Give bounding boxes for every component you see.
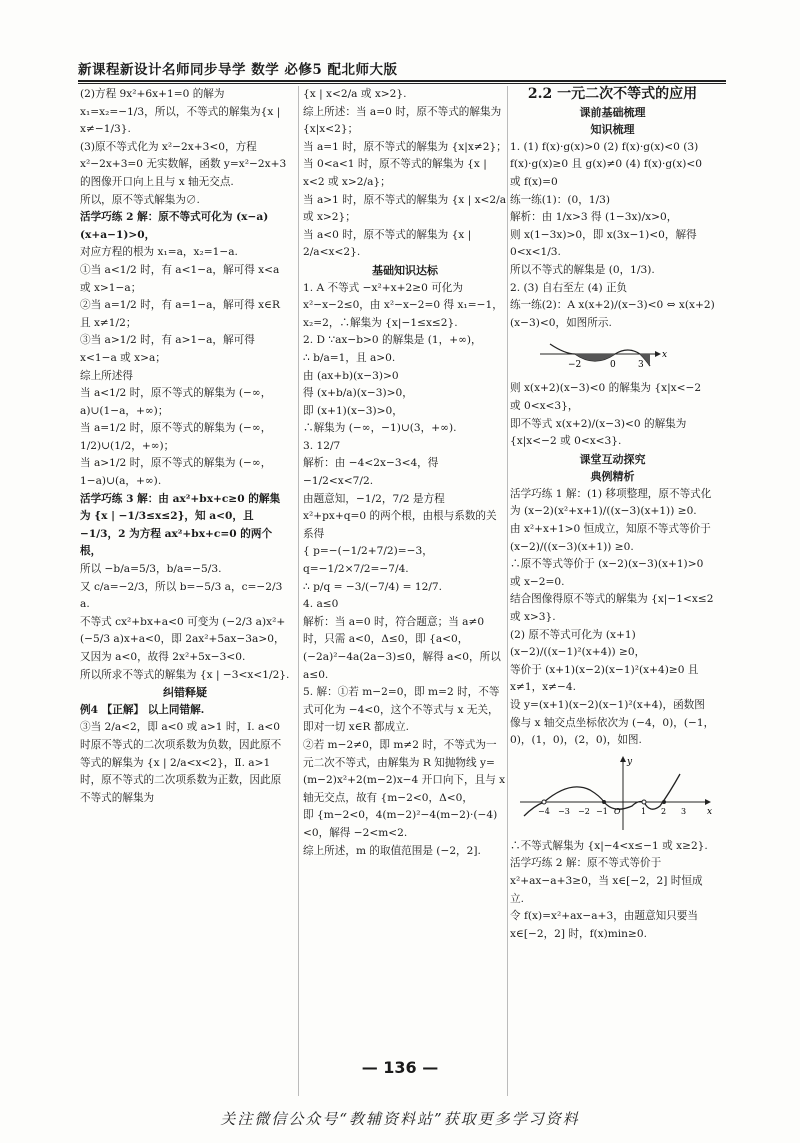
- text-line: 解析：由 1/x>3 得 (1−3x)/x>0，: [510, 211, 678, 224]
- text-line: 解析：由 −4<2x−3<4，得 −1/2<x<7/2.: [303, 457, 439, 488]
- text-line: 等价于 (x+1)(x−2)(x−1)²(x+4)≥0 且 x≠1，x≠−4.: [510, 663, 699, 694]
- section-heading: 典例精析: [590, 470, 635, 484]
- text-line: 综上所述：当 a=0 时，原不等式的解集为 {x|x<2}；: [303, 105, 502, 136]
- text-line: 1. A 不等式 −x²+x+2≥0 可化为 x²−x−2≤0，由 x²−x−2=0 得 x₁=−1，x₂=2，∴解集为 {x|−1≤x≤2}.: [303, 281, 503, 329]
- exercise-heading: 活学巧练 2 解：原不等式可化为 (x−a)(x+a−1)>0，: [80, 211, 269, 241]
- header-rule-thin: [78, 83, 726, 84]
- text-line: 当 a<0 时，原不等式的解集为 {x | 2/a<x<2}.: [303, 228, 472, 259]
- tick-label: 3: [638, 360, 644, 371]
- tick-label: 0: [610, 360, 616, 371]
- text-line: 得 (x+b/a)(x−3)>0，: [303, 387, 413, 400]
- text-line: 4. a≤0: [303, 598, 339, 611]
- text-line: 设 y=(x+1)(x−2)(x−1)²(x+4)，函数图像与 x 轴交点坐标依次为 (−4，0)，(−1，0)，(1，0)，(2，0)，如图.: [510, 699, 715, 747]
- origin-label: O: [614, 806, 621, 816]
- sign-chart-figure: [510, 336, 710, 376]
- text-line: 综上所述得: [80, 369, 133, 382]
- text-line: 又 c/a=−2/3，所以 b=−5/3 a，c=−2/3 a.: [80, 580, 283, 611]
- text-line: 当 a>1/2 时，原不等式的解集为 (−∞，1−a)∪(a，+∞).: [80, 457, 272, 488]
- section-heading: 课前基础梳理: [579, 105, 646, 119]
- text-line: 则 x(x+2)(x−3)<0 的解集为 {x|x<−2 或 0<x<3}，: [510, 382, 702, 412]
- x-axis-arrow: [705, 799, 711, 805]
- text-line: ①当 a<1/2 时，有 a<1−a，解可得 x<a 或 x>1−a；: [80, 263, 280, 294]
- text-line: {x | x<2/a 或 x>2}.: [303, 88, 407, 100]
- text-line: 由 x²+x+1>0 恒成立，知原不等式等价于 (x−2)/((x−3)(x+1)) ≥0.: [510, 523, 711, 553]
- column-middle: [303, 86, 507, 860]
- axis-label: x: [707, 806, 713, 817]
- text-line: (3)原不等式化为 x²−2x+3<0，方程 x²−2x+3=0 无实数解，函数 y=x²−2x+3 的图像开口向上且与 x 轴无交点.: [80, 140, 287, 188]
- text-line: (2)方程 9x²+6x+1=0 的解为 x₁=x₂=−1/3，所以，不等式的解集为{x | x≠−1/3}.: [80, 88, 281, 136]
- text-line: 所以所求不等式的解集为 {x | −3<x<1/2}.: [80, 668, 290, 681]
- function-graph-figure: [510, 754, 715, 834]
- text-line: ③当 2/a<2，即 a<0 或 a>1 时，Ⅰ. a<0 时原不等式的二次项系数为负数，因此原不等式的解集为 {x | 2/a<x<2}，Ⅱ. a>1 时，原不等式的二次项系数为正数，因此原不等式的解集为: [80, 721, 282, 804]
- text-line: ②当 a=1/2 时，有 a=1−a，解可得 x∈R 且 x≠1/2；: [80, 299, 280, 329]
- text-line: ∴解集为 (−∞，−1)∪(3，+∞).: [303, 422, 457, 435]
- text-line: { p=−(−1/2+7/2)=−3， q=−1/2×7/2=−7/4.: [303, 545, 433, 576]
- axis-label: y: [627, 756, 633, 767]
- column-right: [510, 86, 715, 943]
- page-number: — 136 —: [361, 1058, 439, 1077]
- tick-label: −2: [568, 360, 582, 371]
- text-line: (2) 原不等式可化为 (x+1)(x−2)/((x−1)²(x+4)) ≥0，: [510, 628, 646, 659]
- text-line: 则 x(1−3x)>0，即 x(3x−1)<0，解得 0<x<1/3.: [510, 228, 697, 259]
- text-line: 所以，原不等式解集为∅.: [80, 193, 200, 206]
- tick-label: 3: [681, 806, 687, 816]
- text-line: 解析：当 a=0 时，符合题意；当 a≠0 时，只需 a<0，Δ≤0，即 {a<0，(−2a)²−4a(2a−3)≤0，解得 a<0，所以 a≤0.: [303, 615, 501, 681]
- text-line: 结合图像得原不等式的解集为 {x|−1<x≤2 或 x>3}.: [510, 593, 714, 624]
- section-heading: 课堂互动探究: [579, 452, 646, 466]
- text-line: 3. 12/7: [303, 439, 341, 452]
- lesson-title: 2.2 一元二次不等式的应用: [527, 86, 698, 102]
- text-line: 即不等式 x(x+2)/(x−3)<0 的解集为 {x|x<−2 或 0<x<3}.: [510, 417, 687, 448]
- text-line: 活学巧练 2 解：原不等式等价于 x²+ax−a+3≥0，当 x∈[−2，2] 时恒成立.: [510, 857, 703, 905]
- column-divider: [298, 86, 299, 1096]
- text-line: ③当 a>1/2 时，有 a>1−a，解可得 x<1−a 或 x>a；: [80, 334, 255, 364]
- column-divider: [507, 86, 508, 1096]
- text-line: 综上所述，m 的取值范围是 (−2，2].: [303, 844, 481, 857]
- open-point: [542, 800, 546, 804]
- section-heading: 纠错释疑: [163, 686, 207, 700]
- text-line: 练一练(1)：(0，1/3): [510, 193, 611, 206]
- section-heading: 基础知识达标: [372, 263, 438, 277]
- tick-label: −3: [558, 806, 570, 816]
- y-axis-arrow: [620, 756, 626, 762]
- tick-label: −2: [578, 806, 590, 816]
- tick-label: 1: [641, 806, 647, 816]
- text-line: 2. D ∵ax−b>0 的解集是 (1，+∞)，: [303, 334, 482, 347]
- axis-label: x: [662, 350, 668, 361]
- text-line: ∴ p/q = −3/(−7/4) = 12/7.: [303, 580, 442, 593]
- text-line: 当 a<1/2 时，原不等式的解集为 (−∞，a)∪(1−a，+∞)；: [80, 387, 272, 417]
- text-line: ②若 m−2≠0，即 m≠2 时，不等式为一元二次不等式，由解集为 R 知抛物线 y=(m−2)x²+2(m−2)x−4 开口向下，且与 x 轴无交点，故有 {m−2<0，Δ<0，: [303, 738, 506, 804]
- example-heading: 例4 【正解】 以上同错解.: [80, 703, 205, 716]
- text-line: 令 f(x)=x²+ax−a+3，由题意知只要当 x∈[−2，2] 时，f(x)min≥0.: [510, 910, 698, 940]
- text-line: 1. (1) f(x)·g(x)>0 (2) f(x)·g(x)<0 (3) f(x)·g(x)≥0 且 g(x)≠0 (4) f(x)·g(x)<0 或 f(x)=0: [510, 140, 703, 188]
- text-line: 即 (x+1)(x−3)>0，: [303, 404, 403, 417]
- text-line: 所以 −b/a=5/3，b/a=−5/3.: [80, 563, 222, 576]
- text-line: ∴原不等式等价于 (x−2)(x−3)(x+1)>0 或 x−2=0.: [510, 558, 704, 588]
- header-rule: [78, 80, 726, 82]
- text-line: 由题意知，−1/2，7/2 是方程 x²+px+q=0 的两个根，由根与系数的关系得: [303, 492, 497, 540]
- text-line: ∴不等式解集为 {x|−4<x≤−1 或 x≥2}.: [510, 839, 708, 852]
- page-header: 新课程新设计名师同步导学 数学 必修5 配北师大版: [78, 62, 398, 78]
- text-line: 由 (ax+b)(x−3)>0: [303, 369, 399, 382]
- text-line: 对应方程的根为 x₁=a，x₂=1−a.: [80, 246, 238, 259]
- text-line: 当 a>1 时，原不等式的解集为 {x | x<2/a 或 x>2}；: [303, 193, 507, 224]
- text-line: 即 {m−2<0，4(m−2)²−4(m−2)·(−4)<0，解得 −2<m<2.: [303, 809, 498, 839]
- text-line: 练一练(2)：A x(x+2)/(x−3)<0 ⇔ x(x+2)(x−3)<0，如图所示.: [510, 299, 715, 329]
- closed-point: [662, 800, 666, 804]
- exercise-heading: 活学巧练 3 解：由 ax²+bx+c≥0 的解集为 {x | −1/3≤x≤2}，知 a<0，且 −1/3，2 为方程 ax²+bx+c=0 的两个根，: [80, 492, 281, 558]
- tick-label: −4: [538, 806, 550, 816]
- text-line: 所以不等式的解集是 (0，1/3).: [510, 263, 655, 276]
- text-line: 不等式 cx²+bx+a<0 可变为 (−2/3 a)x²+(−5/3 a)x+a<0，即 2ax²+5ax−3a>0，又因为 a<0，故得 2x²+5x−3<0.: [80, 615, 286, 663]
- text-line: 5. 解：①若 m−2=0，即 m=2 时，不等式可化为 −4<0，这个不等式与 x 无关，即对一切 x∈R 都成立.: [303, 686, 500, 734]
- text-line: ∴ b/a=1，且 a>0.: [303, 351, 396, 364]
- column-left: [80, 86, 290, 807]
- tick-label: −1: [596, 806, 608, 816]
- tick-label: 2: [661, 806, 667, 816]
- text-line: 活学巧练 1 解：(1) 移项整理，原不等式化为 (x−2)(x²+x+1)/((x−3)(x+1)) ≥0.: [510, 487, 712, 518]
- text-line: 当 0<a<1 时，原不等式的解集为 {x | x<2 或 x>2/a}；: [303, 158, 487, 188]
- footer-note: 关注微信公众号“教辅资料站”获取更多学习资料: [220, 1110, 580, 1128]
- text-line: 2. (3) 自右至左 (4) 正负: [510, 281, 628, 294]
- open-point: [642, 800, 646, 804]
- closed-point: [602, 800, 606, 804]
- text-line: 当 a=1/2 时，原不等式的解集为 (−∞，1/2)∪(1/2，+∞)；: [80, 422, 272, 452]
- axis-arrow: [655, 351, 661, 357]
- section-heading: 知识梳理: [590, 123, 635, 137]
- text-line: 当 a=1 时，原不等式的解集为 {x|x≠2}；: [303, 140, 507, 153]
